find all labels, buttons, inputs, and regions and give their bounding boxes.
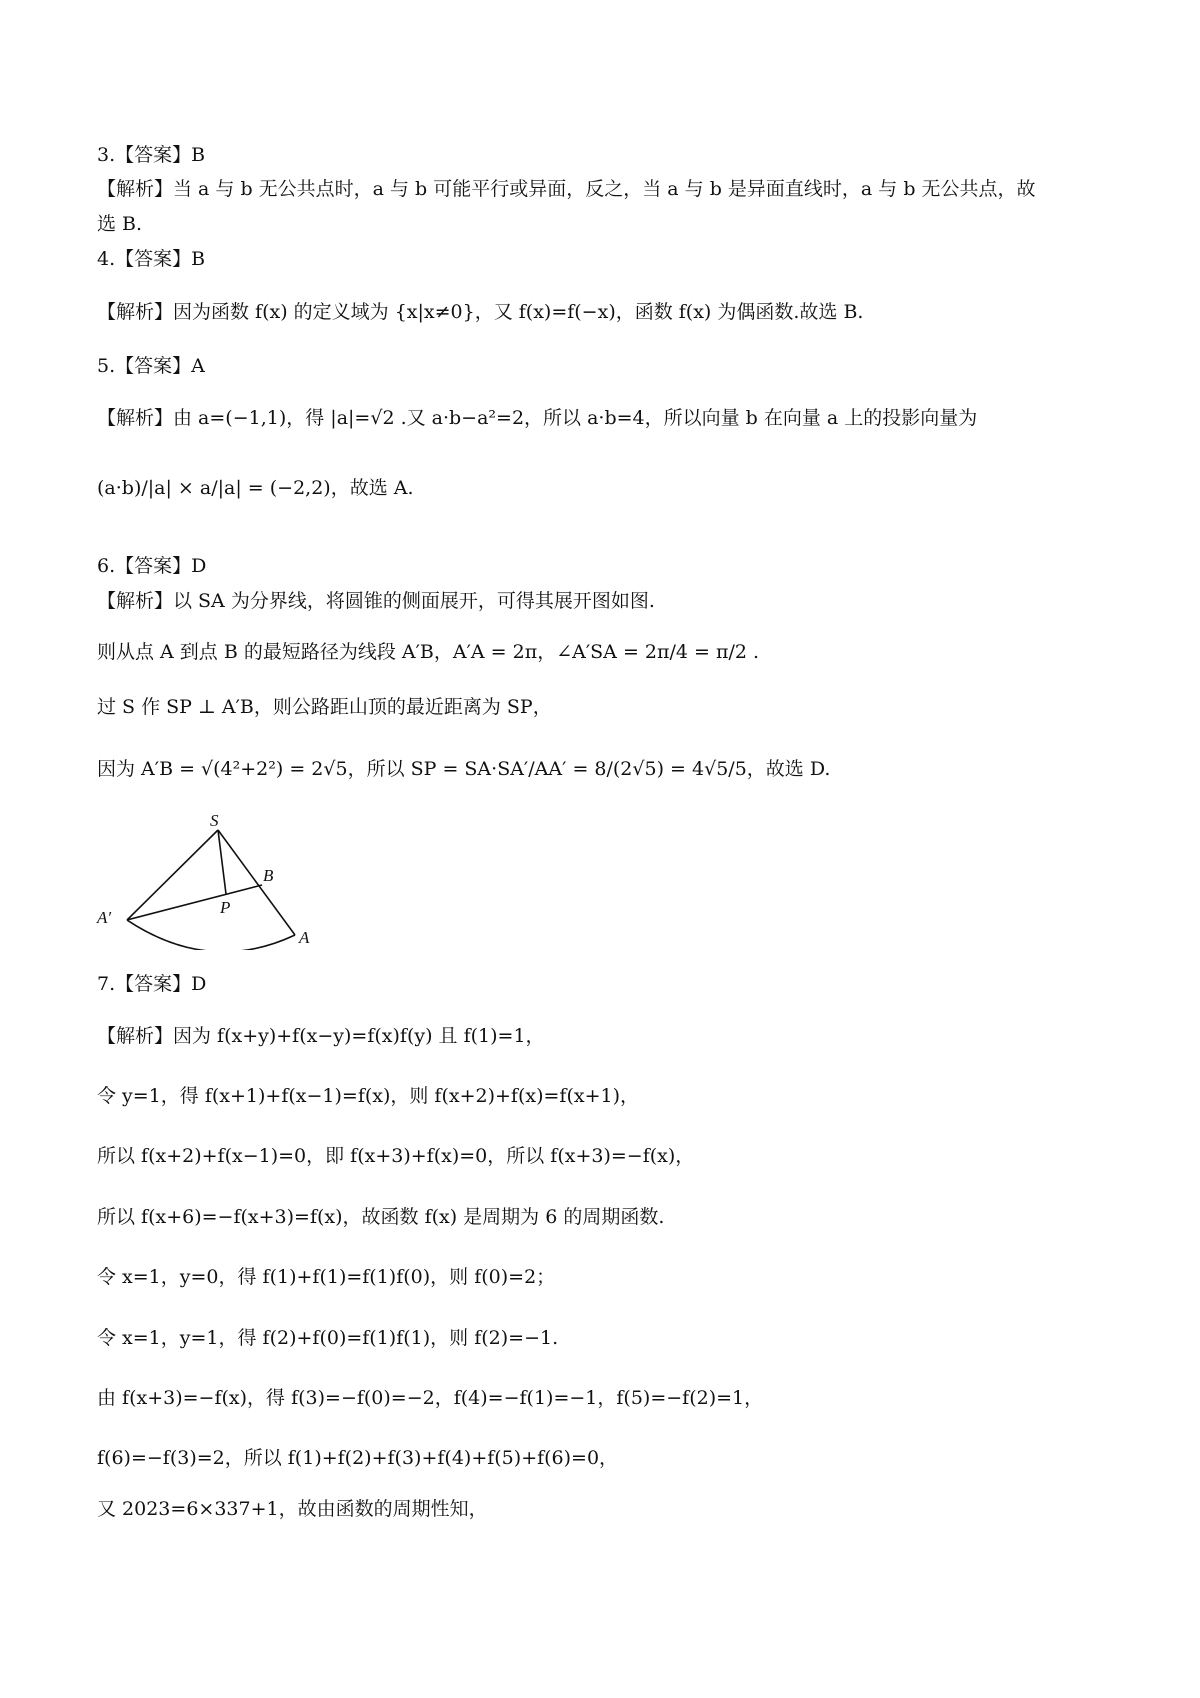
segment-a-prime-b: [127, 885, 262, 920]
q6-analysis-line4: 因为 A′B = √(4²+2²) = 2√5，所以 SP = SA·SA′/AA′ = 8/(2√5) = 4√5/5，故选 D.: [97, 758, 831, 780]
q7-line8: f(6)=−f(3)=2，所以 f(1)+f(2)+f(3)+f(4)+f(5)+f(6)=0，: [97, 1447, 619, 1469]
q7-line4: 所以 f(x+6)=−f(x+3)=f(x)，故函数 f(x) 是周期为 6 的周期函数.: [97, 1206, 665, 1228]
q7-line9: 又 2023=6×337+1，故由函数的周期性知，: [97, 1498, 488, 1520]
q6-analysis-line2: 则从点 A 到点 B 的最短路径为线段 A′B，A′A = 2π，∠A′SA = 2π/4 = π/2 .: [97, 641, 760, 663]
q6-analysis-line3: 过 S 作 SP ⊥ A′B，则公路距山顶的最近距离为 SP，: [97, 696, 552, 718]
q7-line3: 所以 f(x+2)+f(x−1)=0，即 f(x+3)+f(x)=0，所以 f(x+3)=−f(x)，: [97, 1145, 695, 1167]
q7-line5: 令 x=1，y=0，得 f(1)+f(1)=f(1)f(0)，则 f(0)=2；: [97, 1266, 556, 1288]
q3-analysis-line1: 【解析】当 a 与 b 无公共点时，a 与 b 可能平行或异面，反之，当 a 与 b 是异面直线时，a 与 b 无公共点，故: [97, 178, 1036, 200]
q6-answer: 6.【答案】D: [97, 555, 207, 577]
q7-line6: 令 x=1，y=1，得 f(2)+f(0)=f(1)f(1)，则 f(2)=−1.: [97, 1327, 559, 1349]
q7-line2: 令 y=1，得 f(x+1)+f(x−1)=f(x)，则 f(x+2)+f(x)=f(x+1)，: [97, 1085, 640, 1107]
q7-answer: 7.【答案】D: [97, 973, 207, 995]
q4-answer: 4.【答案】B: [97, 248, 206, 270]
q5-answer: 5.【答案】A: [97, 355, 205, 377]
label-b: B: [263, 866, 274, 885]
q7-line7: 由 f(x+3)=−f(x)，得 f(3)=−f(0)=−2，f(4)=−f(1)=−1，f(5)=−f(2)=1，: [97, 1387, 764, 1409]
label-a: A: [299, 928, 310, 947]
q3-answer: 3.【答案】B: [97, 144, 206, 166]
q6-analysis-line1: 【解析】以 SA 为分界线，将圆锥的侧面展开，可得其展开图如图.: [97, 590, 655, 612]
arc-a-prime-a: [127, 920, 295, 950]
q5-analysis-line2: (a·b)/|a| × a/|a| = (−2,2)，故选 A.: [97, 477, 414, 499]
q5-analysis-line1: 【解析】由 a=(−1,1)，得 |a|=√2 .又 a·b−a²=2，所以 a·b=4，所以向量 b 在向量 a 上的投影向量为: [97, 407, 978, 429]
label-s: S: [210, 815, 219, 830]
segment-sa-prime: [127, 830, 218, 920]
q3-analysis-line2: 选 B.: [97, 213, 143, 235]
q4-analysis: 【解析】因为函数 f(x) 的定义域为 {x|x≠0}，又 f(x)=f(−x)，函数 f(x) 为偶函数.故选 B.: [97, 301, 864, 323]
segment-sa: [218, 830, 295, 935]
label-p: P: [220, 898, 231, 917]
label-a-prime: A′: [97, 908, 112, 927]
q7-line1: 【解析】因为 f(x+y)+f(x−y)=f(x)f(y) 且 f(1)=1，: [97, 1025, 545, 1047]
cone-development-figure: [95, 815, 325, 950]
